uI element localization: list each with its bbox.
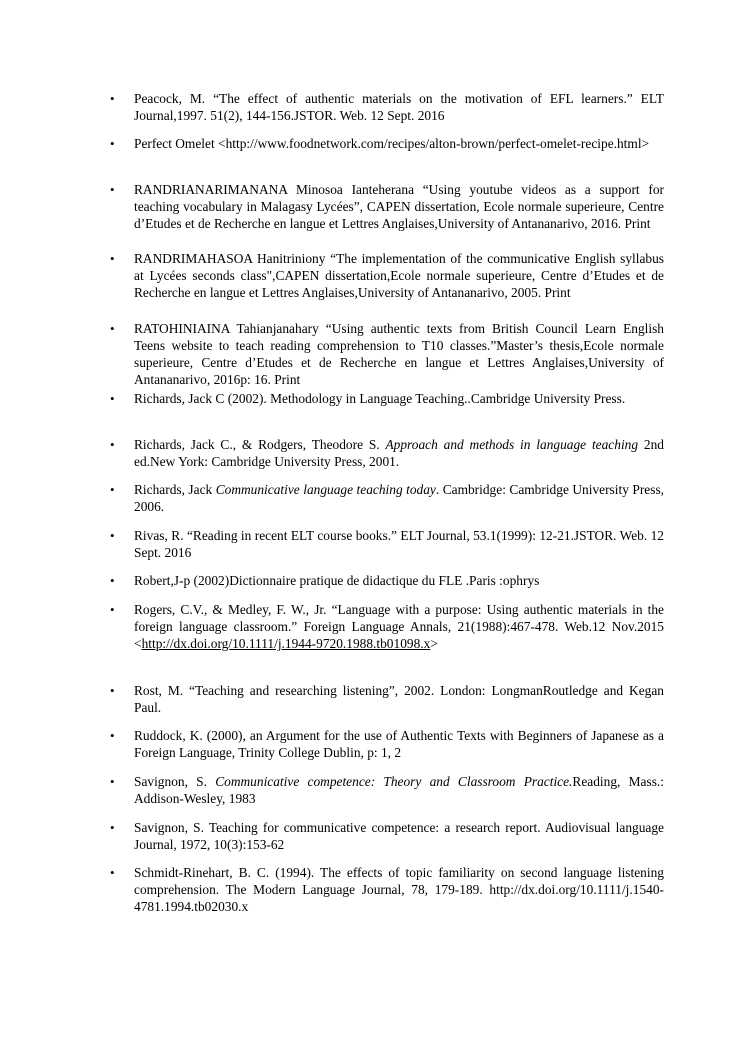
text-part: Savignon, S. — [134, 774, 216, 789]
reference-text: Perfect Omelet <http://www.foodnetwork.com/recipes/alton-brown/perfect-omelet-recipe.html> — [134, 136, 650, 151]
bullet: • — [110, 321, 115, 336]
bullet: • — [110, 865, 115, 880]
reference-text: Savignon, S. Teaching for communicative competence: a research report. Audiovisual language Journal, 1972, 10(3):153-62 — [134, 820, 664, 852]
reference-item — [110, 864, 664, 915]
reference-text — [134, 481, 664, 515]
bullet: • — [110, 482, 115, 497]
text-part: Richards, Jack — [134, 482, 216, 497]
reference-item — [110, 481, 664, 515]
reference-item — [110, 90, 664, 124]
reference-text: RANDRIANARIMANANA Minosoa Ianteherana “Using youtube videos as a support for teaching vocabulary in Malagasy Lycées”, CAPEN dissertation, Ecole normale superieure, Centre d’Etudes et de Recherche en langue et Lettres Anglaises,University of Antananarivo, 2016. Print — [134, 182, 664, 231]
text-part: > — [430, 636, 438, 651]
reference-text: Richards, Jack C (2002). Methodology in Language Teaching..Cambridge University Press. — [134, 391, 626, 406]
reference-item — [110, 601, 664, 652]
reference-item — [110, 250, 664, 301]
text-part: Rogers, C.V., & Medley, F. W., Jr. “Language with a purpose: Using authentic materials in the foreign language classroom.” Foreign Language Annals, 21(1988):467-478. Web.12 Nov.2015 < — [134, 602, 664, 651]
bullet: • — [110, 602, 115, 617]
text-part: 2nd ed.New York: Cambridge University Press, 2001. — [134, 437, 664, 469]
reference-text: Rost, M. “Teaching and researching listening”, 2002. London: LongmanRoutledge and Kegan Paul. — [134, 683, 664, 715]
bullet: • — [110, 136, 115, 151]
reference-item — [110, 727, 664, 761]
reference-item — [110, 572, 664, 589]
bullet: • — [110, 251, 115, 266]
reference-item — [110, 320, 664, 388]
reference-text: RATOHINIAINA Tahianjanahary “Using authentic texts from British Council Learn English Teens website to teach reading comprehension to T10 classes.”Master’s thesis,Ecole normale superieure, Centre d’Etudes et de Recherche en langue et Lettres Anglaises,University of Antananarivo, 2016p: 16. Print — [134, 321, 664, 387]
reference-item — [110, 527, 664, 561]
text-part: Richards, Jack C., & Rodgers, Theodore S. — [134, 437, 386, 452]
reference-item — [110, 682, 664, 716]
reference-text — [134, 436, 664, 470]
text-part: Reading, Mass.: Addison-Wesley, 1983 — [134, 774, 664, 806]
reference-item — [110, 773, 664, 807]
reference-text: RANDRIMAHASOA Hanitriniony “The implementation of the communicative English syllabus at Lycées seconds class",CAPEN dissertation,Ecole normale superieure, Centre d’Etudes et de Recherche en langue et Lettres Anglaises,University of Antananarivo, 2005. Print — [134, 251, 664, 300]
bullet: • — [110, 573, 115, 588]
bullet: • — [110, 528, 115, 543]
bullet: • — [110, 820, 115, 835]
reference-item — [110, 135, 664, 152]
reference-text: Robert,J-p (2002)Dictionnaire pratique de didactique du FLE .Paris :ophrys — [134, 573, 540, 588]
bullet: • — [110, 728, 115, 743]
italic-title: Communicative competence: Theory and Classroom Practice. — [215, 774, 573, 789]
reference-text — [134, 773, 664, 807]
reference-item — [110, 181, 664, 232]
reference-text: Ruddock, K. (2000), an Argument for the use of Authentic Texts with Beginners of Japanese as a Foreign Language, Trinity College Dublin, p: 1, 2 — [134, 728, 664, 760]
reference-text: Peacock, M. “The effect of authentic materials on the motivation of EFL learners.” ELT Journal,1997. 51(2), 144-156.JSTOR. Web. 12 Sept. 2016 — [134, 91, 664, 123]
reference-text: Rivas, R. “Reading in recent ELT course books.” ELT Journal, 53.1(1999): 12-21.JSTOR. Web. 12 Sept. 2016 — [134, 528, 664, 560]
reference-text — [134, 601, 664, 652]
reference-item — [110, 390, 664, 407]
italic-title: Approach and methods in language teaching — [385, 437, 639, 452]
bullet: • — [110, 391, 115, 406]
reference-item — [110, 436, 664, 470]
bullet: • — [110, 774, 115, 789]
bullet: • — [110, 182, 115, 197]
italic-title: Communicative language teaching today — [215, 482, 436, 497]
doi-link[interactable]: http://dx.doi.org/10.1111/j.1944-9720.1988.tb01098.x — [141, 636, 431, 651]
bullet: • — [110, 91, 115, 106]
reference-item — [110, 819, 664, 853]
reference-text: Schmidt-Rinehart, B. C. (1994). The effects of topic familiarity on second language listening comprehension. The Modern Language Journal, 78, 179-189. http://dx.doi.org/10.1111/j.1540-4781.1994.tb02030.x — [134, 865, 664, 914]
bullet: • — [110, 683, 115, 698]
text-part: . Cambridge: Cambridge University Press, 2006. — [134, 482, 664, 514]
bullet: • — [110, 437, 115, 452]
